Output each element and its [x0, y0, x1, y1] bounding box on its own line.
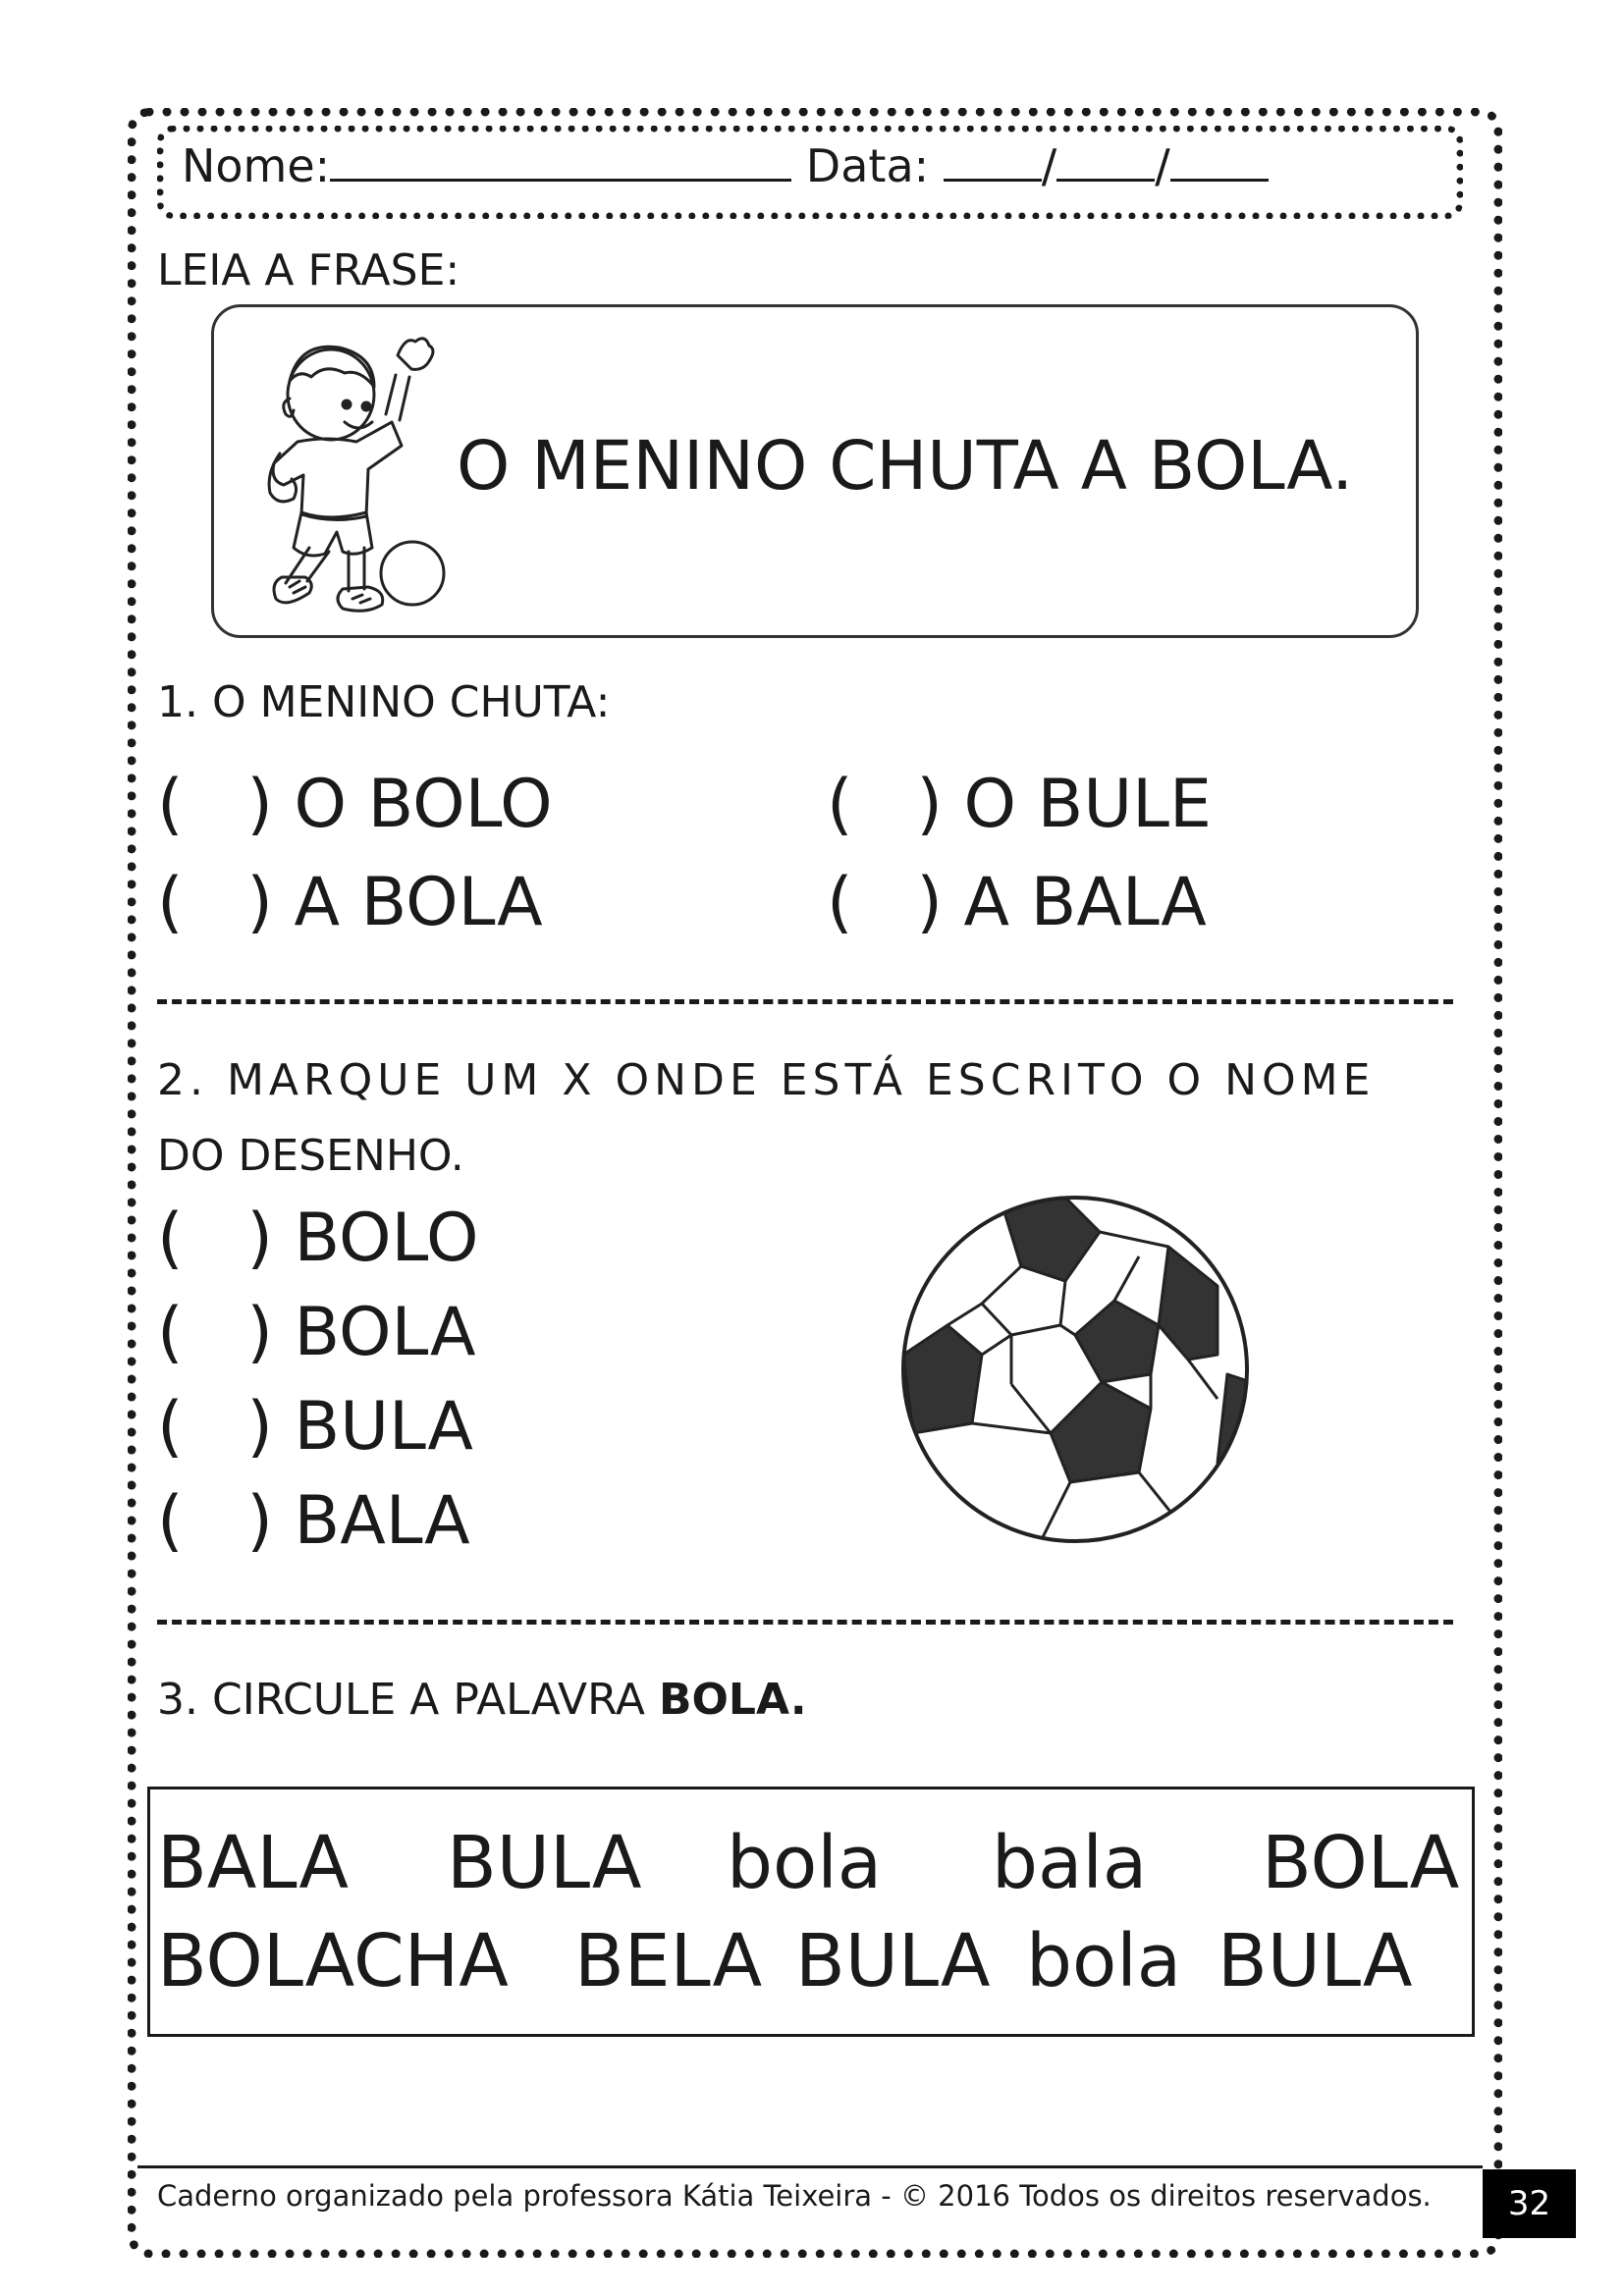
option-label: BALA	[294, 1482, 470, 1560]
instruction-read: LEIA A FRASE:	[157, 245, 460, 295]
word-item[interactable]: BELA	[574, 1919, 763, 2003]
date-year-blank[interactable]	[1170, 135, 1269, 182]
date-label: Data:	[805, 139, 930, 192]
checkbox[interactable]: ( )	[827, 864, 943, 941]
q2-option-bula	[157, 1388, 473, 1466]
checkbox[interactable]: ( )	[157, 1482, 273, 1560]
word-item[interactable]: BULA	[447, 1821, 642, 1905]
page-number: 32	[1483, 2169, 1576, 2238]
q2-option-bola	[157, 1294, 476, 1371]
question-3-target-word: BOLA.	[658, 1675, 807, 1725]
checkbox[interactable]: ( )	[157, 864, 273, 941]
word-item[interactable]: BOLA	[1262, 1821, 1460, 1905]
option-label: A BOLA	[294, 864, 543, 941]
option-label: BOLO	[294, 1200, 479, 1277]
checkbox[interactable]: ( )	[157, 766, 273, 843]
q1-option-a-bola	[157, 864, 543, 941]
name-label: Nome:	[182, 139, 331, 192]
section-divider	[157, 1620, 1453, 1625]
soccer-ball-illustration	[893, 1188, 1257, 1551]
boy-kicking-ball-illustration	[250, 316, 447, 620]
section-divider	[157, 999, 1453, 1004]
word-item[interactable]: BALA	[157, 1821, 349, 1905]
word-item[interactable]: bola	[1026, 1919, 1182, 2003]
question-1: 1. O MENINO CHUTA:	[157, 677, 611, 727]
q2-option-bolo	[157, 1200, 479, 1277]
q1-option-o-bule	[827, 766, 1212, 843]
word-item[interactable]: BULA	[795, 1919, 991, 2003]
option-label: BOLA	[294, 1294, 476, 1371]
name-blank[interactable]	[330, 135, 791, 182]
checkbox[interactable]: ( )	[157, 1200, 273, 1277]
word-item[interactable]: bala	[992, 1821, 1148, 1905]
date-month-blank[interactable]	[1056, 135, 1155, 182]
question-3	[157, 1675, 807, 1725]
q1-option-o-bolo	[157, 766, 553, 843]
date-day-blank[interactable]	[944, 135, 1042, 182]
option-label: A BALA	[963, 864, 1207, 941]
sentence-text: O MENINO CHUTA A BOLA.	[457, 427, 1354, 506]
option-label: O BULE	[963, 766, 1212, 843]
word-item[interactable]: BOLACHA	[157, 1919, 509, 2003]
option-label: O BOLO	[294, 766, 553, 843]
q2-option-bala	[157, 1482, 470, 1560]
checkbox[interactable]: ( )	[157, 1388, 273, 1466]
option-label: BULA	[294, 1388, 473, 1466]
footer-copyright: Caderno organizado pela professora Kátia Teixeira - © 2016 Todos os direitos reservados.	[157, 2179, 1432, 2213]
name-date-row	[182, 135, 1269, 192]
question-2-line-2: DO DESENHO.	[157, 1131, 464, 1181]
word-item[interactable]: BULA	[1218, 1919, 1413, 2003]
question-2-line-1: 2. MARQUE UM X ONDE ESTÁ ESCRITO O NOME	[157, 1055, 1376, 1105]
checkbox[interactable]: ( )	[157, 1294, 273, 1371]
footer-rule	[137, 2165, 1483, 2168]
word-item[interactable]: bola	[727, 1821, 883, 1905]
checkbox[interactable]: ( )	[827, 766, 943, 843]
question-3-text: 3. CIRCULE A PALAVRA	[157, 1675, 659, 1725]
date-separator: /	[1041, 139, 1057, 192]
q1-option-a-bala	[827, 864, 1207, 941]
date-separator: /	[1155, 139, 1170, 192]
